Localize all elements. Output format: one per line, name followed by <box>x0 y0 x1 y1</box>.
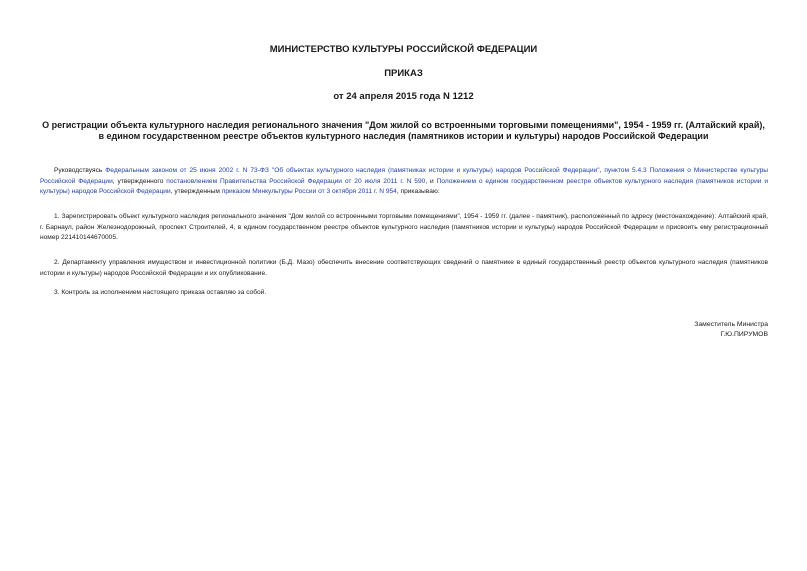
signatory-name: Г.Ю.ПИРУМОВ <box>720 331 768 338</box>
document-date-number: от 24 апреля 2015 года N 1212 <box>333 91 474 102</box>
signatory-position: Заместитель Министра <box>694 321 768 328</box>
ministry-heading: МИНИСТЕРСТВО КУЛЬТУРЫ РОССИЙСКОЙ ФЕДЕРАЦИИ <box>269 44 538 55</box>
preamble-text: , приказываю: <box>396 188 440 195</box>
registry-regulation-link[interactable]: Положением о едином государственном реестре объектов культурного наследия (памятников истории и культуры) народов Российской Федерации <box>40 177 769 195</box>
preamble-text: , <box>599 167 605 174</box>
order-item-1: 1. Зарегистрировать объект культурного наследия регионального значения "Дом жилой со встроенными торговыми помещениями", 1954 - 1959 гг. (далее - памятник), расположенный по адресу (местонахождение): Алтайский край, г. Барнаул, район Железнодорожный, проспект Строителей, 4, в едином государственном реестре объектов культурного наследия (памятников истории и культуры) народов Российской Федерации и присвоить ему регистрационный номер 221410144670005. <box>40 213 768 241</box>
preamble-text: Руководствуясь <box>54 167 106 174</box>
preamble-paragraph <box>40 166 768 198</box>
order-item-3: 3. Контроль за исполнением настоящего приказа оставляю за собой. <box>54 289 267 296</box>
ministry-order-link[interactable]: приказом Минкультуры России от 3 октября 2011 г. N 954 <box>221 188 397 195</box>
government-decree-link[interactable]: постановлением Правительства Российской Федерации от 20 июля 2011 г. N 590 <box>166 177 426 185</box>
document-title: О регистрации объекта культурного наследия регионального значения "Дом жилой со встроенными торговыми помещениями", 1954 - 1959 гг. (Алтайский край), в едином государственном реестре объектов культурного наследия (памятников истории и культуры) народов Российской Федерации <box>42 120 765 141</box>
preamble-text: , утвержденного <box>112 177 167 185</box>
order-item-2: 2. Департаменту управления имуществом и инвестиционной политики (Б.Д. Мазо) обеспечить внесение соответствующих сведений о памятнике в единый государственный реестр объектов культурного наследия (памятников истории и культуры) народов Российской Федерации и их опубликование. <box>40 259 768 277</box>
document-type-heading: ПРИКАЗ <box>384 68 423 79</box>
preamble-text: , утвержденным <box>170 188 222 195</box>
federal-law-link[interactable]: Федеральным законом от 25 июня 2002 г. N 73-ФЗ "Об объектах культурного наследия (памятниках истории и культуры) народов Российской Федерации" <box>105 167 600 174</box>
preamble-text: , и <box>425 177 437 185</box>
ministry-regulation-link[interactable]: пунктом 5.4.3 Положения о Министерстве культуры Российской Федерации <box>40 167 768 185</box>
